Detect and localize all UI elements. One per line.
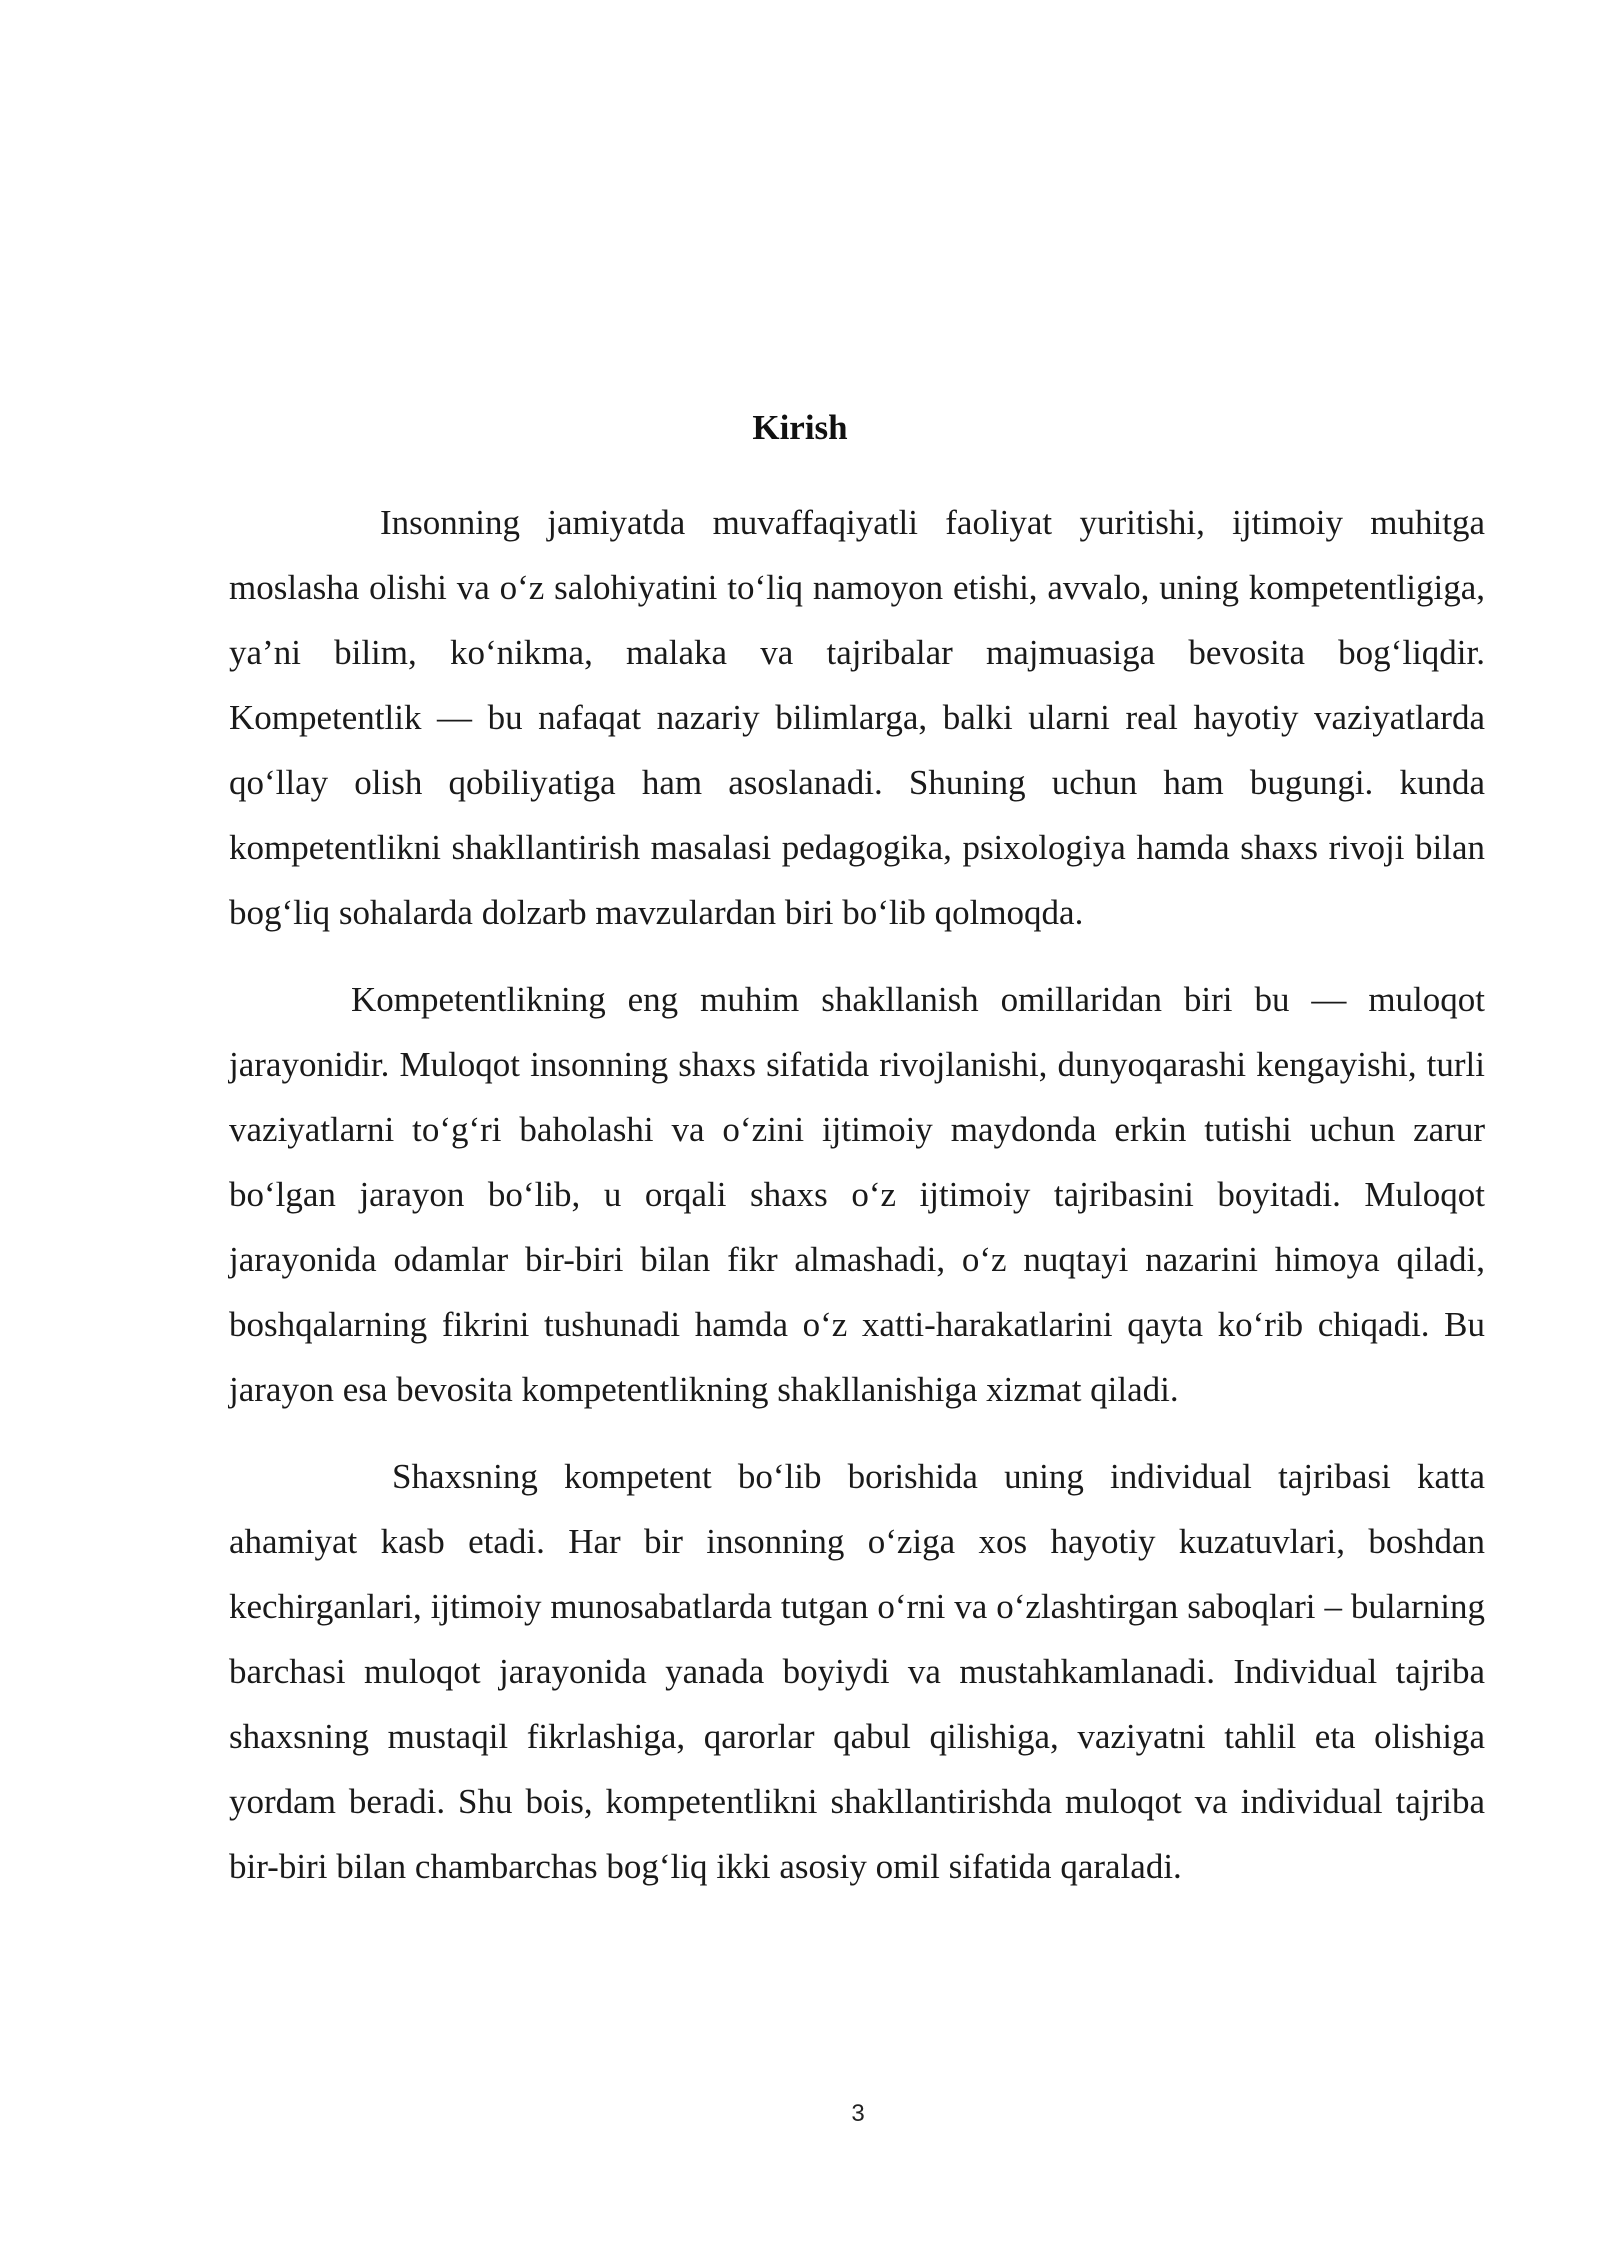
page-number: 3 bbox=[851, 2100, 865, 2127]
page-title: Kirish bbox=[752, 408, 848, 447]
paragraph-3: Shaxsning kompetent bo‘lib borishida uning individual tajribasi katta ahamiyat kasb etadi. Har bir insonning o‘ziga xos hayotiy kuzatuvlari, boshdan kechirganlari, ijtimoiy munosabatlarda tutgan o‘rni va o‘zlashtirgan saboqlari – bularning barchasi muloqot jarayonida yanada boyiydi va mustahkamlanadi. Individual tajriba shaxsning mustaqil fikrlashiga, qarorlar qabul qilishiga, vaziyatni tahlil eta olishiga yordam beradi. Shu bois, kompetentlikni shakllantirishda muloqot va individual tajriba bir-biri bilan chambarchas bog‘liq ikki asosiy omil sifatida qaraladi. bbox=[229, 1457, 1485, 1886]
document-body bbox=[229, 490, 1485, 1899]
paragraph-1: Insonning jamiyatda muvaffaqiyatli faoliyat yuritishi, ijtimoiy muhitga moslasha olishi va o‘z salohiyatini to‘liq namoyon etishi, avvalo, uning kompetentligiga, ya’ni bilim, ko‘nikma, malaka va tajribalar majmuasiga bevosita bog‘liqdir. Kompetentlik — bu nafaqat nazariy bilimlarga, balki ularni real hayotiy vaziyatlarda qo‘llay olish qobiliyatiga ham asoslanadi. Shuning uchun ham bugungi. kunda kompetentlikni shakllantirish masalasi pedagogika, psixologiya hamda shaxs rivoji bilan bog‘liq sohalarda dolzarb mavzulardan biri bo‘lib qolmoqda. bbox=[229, 503, 1485, 932]
paragraph-2: Kompetentlikning eng muhim shakllanish omillaridan biri bu — muloqot jarayonidir. Muloqot insonning shaxs sifatida rivojlanishi, dunyoqarashi kengayishi, turli vaziyatlarni to‘g‘ri baholashi va o‘zini ijtimoiy maydonda erkin tutishi uchun zarur bo‘lgan jarayon bo‘lib, u orqali shaxs o‘z ijtimoiy tajribasini boyitadi. Muloqot jarayonida odamlar bir-biri bilan fikr almashadi, o‘z nuqtayi nazarini himoya qiladi, boshqalarning fikrini tushunadi hamda o‘z xatti-harakatlarini qayta ko‘rib chiqadi. Bu jarayon esa bevosita kompetentlikning shakllanishiga xizmat qiladi. bbox=[229, 980, 1485, 1409]
